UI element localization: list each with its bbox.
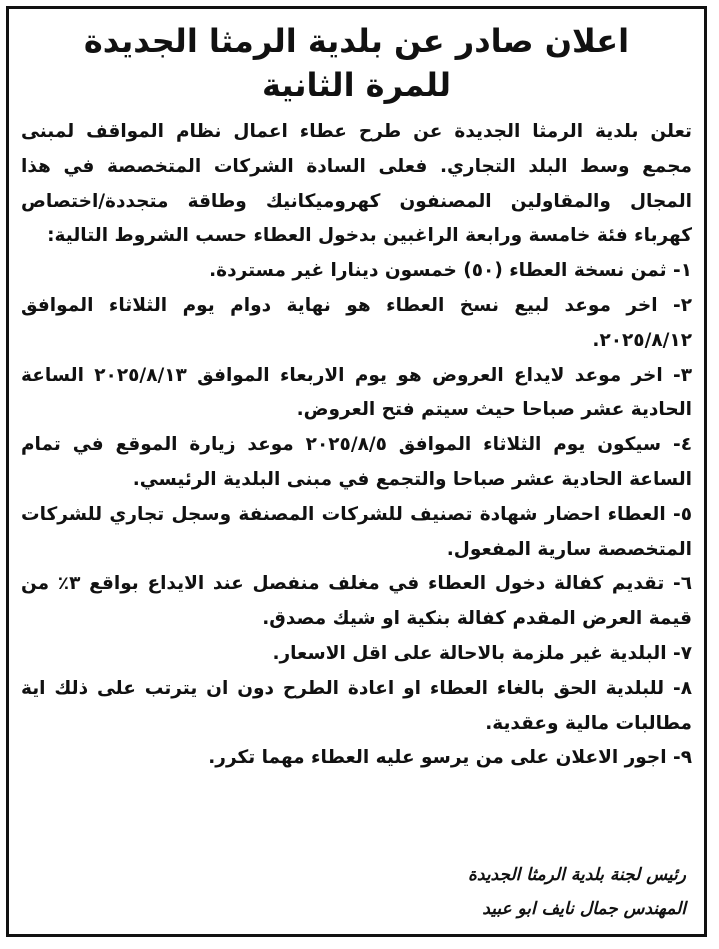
condition-5: ٥- العطاء احضار شهادة تصنيف للشركات المصنفة وسجل تجاري للشركات المتخصصة سارية المفعول.: [21, 503, 692, 560]
intro-paragraph: تعلن بلدية الرمثا الجديدة عن طرح عطاء اعمال نظام المواقف لمبنى مجمع وسط البلد التجاري. فعلى السادة الشركات المتخصصة في هذا المجال والمقاولين المصنفون كهروميكانيك وطاقة متجددة/اختصاص كهرباء فئة خامسة ورابعة الراغبين بدخول العطاء حسب الشروط التالية:: [21, 121, 692, 247]
condition-4: ٤- سيكون يوم الثلاثاء الموافق ٢٠٢٥/٨/٥ موعد زيارة الموقع في تمام الساعة الحادية عشر صباحا والتجمع في مبنى البلدية الرئيسي.: [21, 434, 692, 490]
condition-9: ٩- اجور الاعلان على من يرسو عليه العطاء مهما تكرر.: [208, 747, 692, 769]
condition-3: ٣- اخر موعد لايداع العروض هو يوم الاربعاء الموافق ٢٠٢٥/٨/١٣ الساعة الحادية عشر صباحا حيث سيتم فتح العروض.: [21, 364, 692, 421]
condition-6: ٦- تقديم كفالة دخول العطاء في مغلف منفصل عند الايداع بواقع ٣٪ من قيمة العرض المقدم كفالة بنكية او شيك مصدق.: [21, 573, 692, 630]
title-line-2: للمرة الثانية: [261, 66, 451, 104]
condition-7: ٧- البلدية غير ملزمة بالاحالة على اقل الاسعار.: [272, 642, 692, 664]
signature-block: [468, 858, 686, 926]
condition-2: ٢- اخر موعد لبيع نسخ العطاء هو نهاية دوام يوم الثلاثاء الموافق ٢٠٢٥/٨/١٢.: [21, 294, 692, 351]
announcement-title: [21, 19, 692, 107]
condition-8: ٨- للبلدية الحق بالغاء العطاء او اعادة الطرح دون ان يترتب على ذلك اية مطالبات مالية وعقدية.: [21, 677, 692, 734]
announcement-body: [21, 115, 692, 776]
title-line-1: اعلان صادر عن بلدية الرمثا الجديدة: [83, 22, 630, 60]
signatory-name: المهندس جمال نايف ابو عبيد: [482, 899, 686, 919]
condition-1: ١- ثمن نسخة العطاء (٥٠) خمسون دينارا غير مستردة.: [209, 260, 692, 282]
signatory-position: رئيس لجنة بلدية الرمثا الجديدة: [467, 865, 686, 885]
tender-announcement: [6, 6, 707, 937]
